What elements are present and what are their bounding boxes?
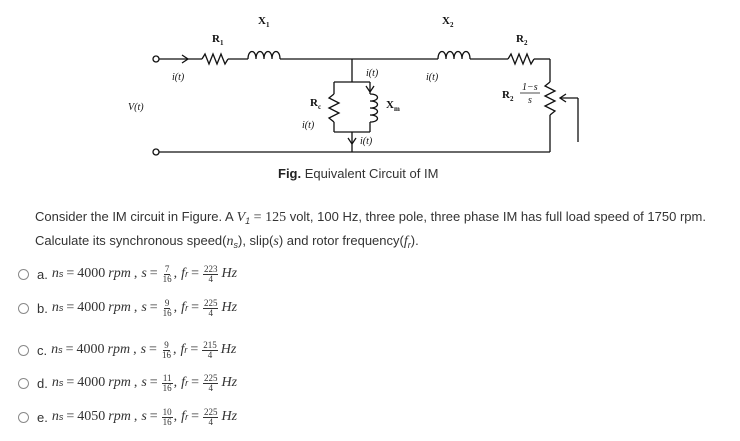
fr-denominator: 4 — [208, 416, 213, 427]
hz-unit: Hz — [221, 409, 238, 424]
fr-denominator: 4 — [207, 349, 213, 360]
fr-denominator: 4 — [208, 273, 213, 284]
option-c[interactable] — [18, 337, 236, 363]
v1-label: V(t) — [128, 102, 144, 113]
ns-subscript: s — [58, 345, 63, 355]
slip-symbol: s — [141, 300, 147, 315]
fr-fraction — [203, 408, 219, 427]
comma: , — [172, 342, 177, 357]
x2-label: $X_2$ — [442, 15, 454, 29]
fr-subscript: r — [184, 345, 188, 355]
hz-unit: Hz — [221, 375, 238, 390]
slip-symbol: s — [141, 375, 147, 390]
equals-sign: = — [66, 375, 75, 390]
rpm-unit: rpm — [108, 266, 131, 281]
slip-symbol: s — [273, 234, 279, 249]
fr-symbol: f — [181, 409, 186, 424]
caption-text: Equivalent Circuit of IM — [304, 166, 439, 181]
ns-value: 4000 — [77, 266, 106, 281]
slip-fraction — [161, 341, 172, 360]
fr-symbol: f — [403, 234, 408, 249]
equals-sign: = — [66, 409, 75, 424]
slip-fraction — [162, 265, 173, 284]
fr-fraction — [203, 265, 219, 284]
option-b[interactable] — [18, 295, 237, 321]
equals-sign: = — [191, 300, 199, 315]
hz-unit: Hz — [220, 342, 237, 357]
question-part: ). — [410, 233, 419, 248]
slip-denominator: 16 — [162, 416, 172, 427]
x1-label: $X_1$ — [258, 15, 270, 29]
comma: , — [173, 375, 178, 390]
ns-value: 4000 — [77, 300, 106, 315]
figure-caption — [278, 166, 438, 181]
rpm-unit: rpm — [107, 342, 131, 357]
equals-sign: = — [66, 300, 75, 315]
ns-subscript: s — [58, 378, 64, 388]
comma: , — [133, 342, 137, 357]
fr-fraction — [203, 374, 219, 393]
slip-symbol: s — [141, 266, 147, 281]
fr-numerator: 225 — [203, 372, 218, 383]
option-d[interactable] — [18, 370, 237, 396]
fr-numerator: 215 — [203, 339, 217, 350]
slip-numerator: 7 — [164, 263, 170, 274]
ns-symbol: n — [51, 375, 59, 390]
slip-numerator: 9 — [164, 297, 170, 308]
comma: , — [173, 266, 178, 281]
equals-sign: = — [65, 342, 74, 357]
rpm-unit: rpm — [108, 300, 131, 315]
fr-denominator: 4 — [208, 382, 213, 393]
equals-sign: = — [149, 300, 158, 315]
slip-fraction — [162, 299, 173, 318]
i2-label: i(t) — [426, 72, 439, 83]
comma: , — [173, 409, 178, 424]
voltage-subscript: 1 — [245, 216, 251, 226]
question-part: ), slip( — [238, 233, 274, 248]
slip-numerator: 11 — [162, 372, 172, 383]
fr-fraction — [203, 299, 219, 318]
comma: , — [133, 375, 138, 390]
fr-symbol: f — [180, 342, 185, 357]
ns-value: 4000 — [77, 375, 106, 390]
fr-subscript: r — [185, 303, 189, 313]
option-letter: c. — [37, 342, 48, 358]
fr-subscript: r — [185, 412, 189, 422]
ns-value: 4050 — [77, 409, 106, 424]
r2-load-label: $R_2$ — [502, 89, 514, 103]
radio-button-a[interactable] — [18, 269, 29, 280]
i1-label: i(t) — [172, 72, 185, 83]
im-label: i(t) — [366, 68, 379, 79]
comma: , — [133, 409, 138, 424]
equals-sign: = — [191, 409, 199, 424]
equals-sign: = — [191, 375, 199, 390]
fr-denominator: 4 — [208, 307, 213, 318]
equivalent-circuit-figure — [120, 2, 600, 182]
load-fraction-num: 1−s — [522, 82, 538, 93]
question-part: Calculate its synchronous speed( — [35, 233, 227, 248]
load-fraction-den: s — [528, 95, 532, 106]
question-part: volt, 100 Hz, three pole, three phase IM has full load speed of 1750 rpm. — [286, 209, 706, 224]
fr-numerator: 223 — [203, 263, 218, 274]
radio-button-d[interactable] — [18, 378, 29, 389]
iphi-label: i(t) — [360, 136, 373, 147]
equals-sign: = — [149, 266, 158, 281]
option-e[interactable] — [18, 404, 237, 430]
equals-sign: = — [191, 266, 199, 281]
equals-sign: = — [149, 342, 157, 357]
ic-label: i(t) — [302, 120, 315, 131]
r2-label: $R_2$ — [516, 33, 528, 47]
slip-numerator: 10 — [162, 406, 172, 417]
ns-symbol: n — [51, 300, 59, 315]
fr-numerator: 225 — [203, 406, 218, 417]
slip-symbol: s — [141, 409, 147, 424]
question-part: Consider the IM circuit in Figure. A — [35, 209, 237, 224]
ns-symbol: n — [226, 234, 234, 249]
ns-subscript: s — [58, 412, 64, 422]
rpm-unit: rpm — [108, 375, 131, 390]
radio-button-b[interactable] — [18, 303, 29, 314]
option-letter: d. — [37, 375, 48, 391]
ns-subscript: s — [58, 269, 64, 279]
fr-symbol: f — [181, 375, 186, 390]
ns-symbol: n — [51, 266, 59, 281]
slip-fraction — [162, 408, 173, 427]
option-letter: b. — [37, 300, 48, 316]
ns-value: 4000 — [76, 342, 105, 357]
slip-denominator: 16 — [162, 273, 172, 284]
equals-sign: = — [66, 266, 75, 281]
hz-unit: Hz — [221, 300, 238, 315]
equals-sign: = — [149, 375, 158, 390]
question-text — [35, 207, 740, 255]
radio-button-c[interactable] — [18, 345, 29, 356]
r1-label: $R_1$ — [212, 33, 224, 47]
option-a[interactable] — [18, 261, 237, 287]
xm-label: $X_m$ — [386, 99, 400, 113]
voltage-value: = 125 — [250, 210, 287, 225]
fr-numerator: 225 — [203, 297, 218, 308]
option-letter: e. — [37, 409, 48, 425]
slip-numerator: 9 — [164, 339, 169, 350]
rc-label: $R_c$ — [310, 97, 322, 111]
slip-symbol: s — [140, 342, 147, 357]
comma: , — [133, 266, 138, 281]
option-letter: a. — [37, 266, 48, 282]
slip-denominator: 16 — [162, 382, 172, 393]
fr-fraction — [202, 341, 218, 360]
equals-sign: = — [190, 342, 199, 357]
fr-symbol: f — [181, 266, 186, 281]
slip-denominator: 16 — [161, 349, 171, 360]
slip-fraction — [162, 374, 173, 393]
ns-subscript: s — [58, 303, 64, 313]
caption-prefix: Fig. — [278, 166, 302, 181]
ns-symbol: n — [51, 342, 59, 357]
radio-button-e[interactable] — [18, 412, 29, 423]
fr-subscript: r — [185, 378, 189, 388]
comma: , — [133, 300, 138, 315]
rpm-unit: rpm — [108, 409, 131, 424]
question-part: ) and rotor frequency( — [278, 233, 404, 248]
slip-denominator: 16 — [162, 307, 172, 318]
equals-sign: = — [149, 409, 158, 424]
fr-subscript: r — [407, 240, 411, 250]
ns-symbol: n — [51, 409, 59, 424]
fr-subscript: r — [185, 269, 189, 279]
comma: , — [173, 300, 178, 315]
fr-symbol: f — [181, 300, 186, 315]
voltage-symbol: V — [236, 210, 246, 225]
ns-subscript: s — [233, 240, 238, 250]
hz-unit: Hz — [221, 266, 238, 281]
